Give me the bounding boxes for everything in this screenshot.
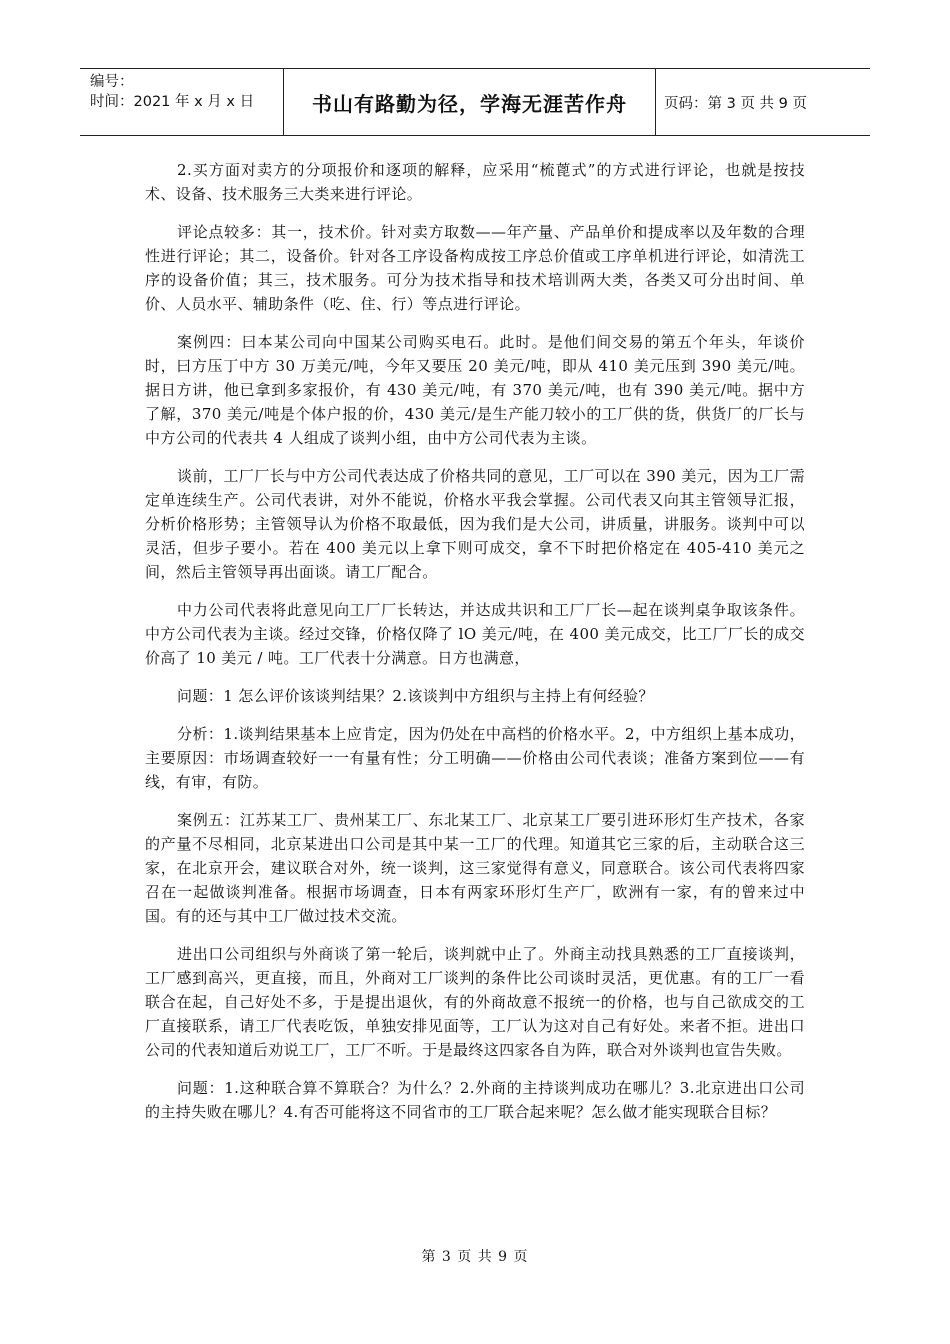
paragraph: 中力公司代表将此意见向工厂厂长转达，并达成共识和工厂厂长—起在谈判桌争取该条件。中方公司代表为主谈。经过交锋，价格仅降了 lO 美元/吨，在 400 美元成交，比工厂厂长的成交价高了 10 美元 / 吨。工厂代表十分满意。日方也满意， — [145, 601, 805, 667]
paragraph: 评论点较多：其一，技术价。针对卖方取数——年产量、产品单价和提成率以及年数的合理性进行评论；其二，设备价。针对各工序设备构成按工序总价值或工序单机进行评论，如清洗工序的设备价值；其三，技术服务。可分为技术指导和技术培训两大类，各类又可分出时间、单价、人员水平、辅助条件（吃、住、行）等点进行评论。 — [145, 223, 805, 313]
paragraph: 案例四：曰本某公司向中国某公司购买电石。此时。是他们间交易的第五个年头，年谈价时，曰方压丁中方 30 万美元/吨，今年又要压 20 美元/吨，即从 410 美元压到 390 美元/吨。据日方讲，他已拿到多家报价，有 430 美元/吨，有 370 美元/吨，也有 390 美元/吨。据中方了解，370 美元/吨是个体户报的价，430 美元/是生产能刀较小的工厂供的货，供货厂的厂长与中方公司的代表共 4 人组成了谈判小组，由中方公司代表为主谈。 — [145, 333, 805, 447]
page-header — [80, 68, 870, 136]
page-footer: 第 3 页 共 9 页 — [421, 1249, 529, 1265]
paragraph: 问题：1.这种联合算不算联合？为什么？2.外商的主持谈判成功在哪儿？3.北京进出口公司的主持失败在哪儿？4.有否可能将这不同省市的工厂联合起来呢？怎么做才能实现联合目标？ — [145, 1079, 805, 1121]
paragraph: 分析：1.谈判结果基本上应肯定，因为仍处在中高档的价格水平。2，中方组织上基本成功，主要原因：巿场调查较好一一有量有性；分工明确——价格由公司代表谈；准备方案到位——有线，有审，有防。 — [145, 725, 805, 791]
header-meta — [80, 69, 283, 135]
paragraph: 谈前，工厂厂长与中方公司代表达成了价格共同的意见，工厂可以在 390 美元，因为工厂需定单连续生产。公司代表讲，对外不能说，价格水平我会掌握。公司代表又向其主管领导汇报，分析价格形势；主管领导认为价格不取最低，因为我们是大公司，讲质量，讲服务。谈判中可以灵活，但步子要小。若在 400 美元以上拿下则可成交，拿不下时把价格定在 405-410 美元之间，然后主管领导再出面谈。请工厂配合。 — [145, 467, 805, 581]
header-motto: 书山有路勤为径，学海无涯苦作舟 — [283, 69, 656, 135]
paragraph: 2.买方面对卖方的分项报价和逐项的解释，应采用“梳蓖式”的方式进行评论，也就是按技术、设备、技术服务三大类来进行评论。 — [145, 161, 805, 203]
document-number-label: 编号： — [90, 74, 134, 90]
paragraph: 进出口公司组织与外商谈了第一轮后，谈判就中止了。外商主动找具熟悉的工厂直接谈判，工厂感到高兴，更直接，而且，外商对工厂谈判的条件比公司谈时灵活，更优惠。有的工厂一看联合在起，自己好处不多，于是提出退伙，有的外商故意不报统一的价格，也与自己欲成交的工厂直接联系，请工厂代表吃饭，单独安排见面等，工厂认为这对自己有好处。来者不拒。进出口公司的代表知道后劝说工厂，工厂不听。于是最终这四家各自为阵，联合对外谈判也宣告失败。 — [145, 945, 805, 1059]
paragraph: 案例五：江苏某工厂、贵州某工厂、东北某工厂、北京某工厂要引进环形灯生产技术，各家的产量不尽相同，北京某进出口公司是其中某一工厂的代理。知道其它三家的后，主动联合这三家，在北京开会，建议联合对外，统一谈判，这三家觉得有意义，同意联合。该公司代表将四家召在一起做谈判准备。根据市场调查，日本有两家环形灯生产厂，欧洲有一家，有的曾来过中国。有的还与其中工厂做过技术交流。 — [145, 811, 805, 925]
document-body — [145, 158, 805, 1138]
header-page-label: 页码：第 3 页 共 9 页 — [664, 95, 807, 112]
paragraph: 问题：1 怎么评价该谈判结果？2.该谈判中方组织与主持上有何经验？ — [177, 687, 654, 705]
document-date-label: 时间：2021 年 x 月 x 日 — [90, 94, 255, 110]
